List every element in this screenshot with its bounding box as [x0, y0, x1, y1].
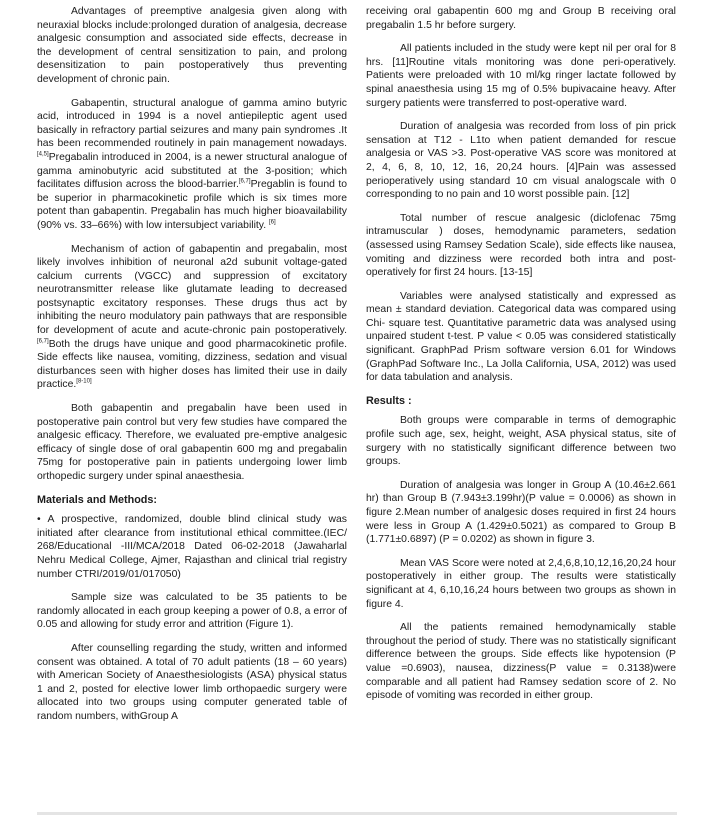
- left-column: [37, 5, 347, 734]
- citation: [6]: [268, 219, 276, 226]
- heading-results: Results :: [366, 394, 412, 407]
- citation: [4,5]: [37, 151, 49, 158]
- paragraph-duration-analgesia: Duration of analgesia was recorded from loss of pin prick sensation at T12 - L1to when patient demanded for rescue analgesia or VAS >3. Post-operative VAS score was monitored at 2, 4, 6, 8, 10, 12, 16, 20,24 hours. [4]Pain was assessed perioperatively using standard 10 cm visual analogscale with 0 corresponding to no pain and 10 worst possible pain. [12]: [366, 121, 676, 201]
- paragraph-statistics: Variables were analysed statistically and expressed as mean ± standard deviation. Categorical data was compared using Chi- square test. Quantitative parametric data was analysed using unpaired student t-test. P value < 0.05 was considered statistically significant. GraphPad Prism software version 6.01 for Windows (GraphPad Software Inc., La Jolla California, USA, 2012) was used for data tabulation and analysis.: [366, 290, 676, 384]
- paragraph-vas-results: Mean VAS Score were noted at 2,4,6,8,10,12,16,20,24 hour postoperatively in either group. The results were statistically significant at 4, 6,10,16,24 hours between two groups as shown in figure 4.: [366, 557, 676, 610]
- paragraph-preemptive-analgesia: Advantages of preemptive analgesia given along with neuraxial blocks include:prolonged duration of analgesia, decrease analgesic consumption and associated side effects, decrease in the development of central sensitization to pain, and prolong desensitization to pain postoperatively thus preventing development of chronic pain.: [37, 6, 347, 85]
- paragraph-rescue-analgesic: Total number of rescue analgesic (diclofenac 75mg intramuscular ) doses, hemodynamic parameters, sedation (assessed using Ramsey Sedation Scale), side effects like nausea, vomiting and dizziness were recorded both intra and post-operatively for first 24 hours. [13-15]: [366, 212, 676, 279]
- paragraph-sample-size: Sample size was calculated to be 35 patients to be randomly allocated in each group keeping a power of 0.8, a error of 0.05 and allowing for study error and attrition (Figure 1).: [37, 592, 347, 631]
- paragraph-gabapentin: Gabapentin, structural analogue of gamma amino butyric acid, introduced in 1994 is a novel antiepileptic agent used basically in refractory partial seizures and many pain syndromes .It has been recommended routinely in pain management nowadays.[4,5]Pregabalin introduced in 2004, is a newer structural analogue of gamma aminobutyric acid substituted at the 3-position; which facilitates diffusion across the blood-barrier.[6,7]Pregablin is found to be superior in pharmacokinetic profile which is six times more potent than gabapentin. Pregabalin has much higher bioavailability (90% vs. 33–66%) with low intersubject variability. [6]: [37, 97, 347, 231]
- right-column: [366, 5, 676, 713]
- citation: [8-10]: [76, 378, 92, 385]
- paragraph-hemodynamics: All the patients remained hemodynamically stable throughout the period of study. There was no statistically significant difference between the groups. Side effects like hypotension (P value =0.6903), nausea, dizziness(P value = 0.3138)were comparable and all patient had Ramsey sedation score of 2. No episode of vomiting was recorded in either group.: [366, 622, 676, 702]
- paragraph-ethics: • A prospective, randomized, double blind clinical study was initiated after clearance from institutional ethical committee.(IEC/ 268/Educational -III/MCA/2018 Dated 06-02-2018 (Jawaharlal Nehru Medical College, Ajmer, Rajasthan and clinical trial registry number CTRI/2019/01/017050): [37, 514, 347, 580]
- paragraph-duration-results: Duration of analgesia was longer in Group A (10.46±2.661 hr) than Group B (7.943±3.199hr)(P value = 0.0006) as shown in figure 2.Mean number of analgesic doses required in first 24 hours were less in Group A (1.429±0.5021) as compared to Group B (1.771±0.6897) (P = 0.0202) as shown in figure 3.: [366, 479, 676, 546]
- footer-divider: [37, 812, 677, 815]
- paragraph-preoperative: All patients included in the study were kept nil per oral for 8 hrs. [11]Routine vitals monitoring was done peri-operatively. Patients were preloaded with 10 ml/kg ringer lactate followed by spinal anaesthesia using 15 mg of 0.5% bupivacaine heavy. After surgery patients were transferred to post-operative ward.: [366, 43, 676, 109]
- paragraph-consent: After counselling regarding the study, written and informed consent was obtained. A total of 70 adult patients (18 – 60 years) with American Society of Anaesthesiologists (ASA) physical status 1 and 2, posted for elective lower limb orthopaedic surgery were allocated into two groups using computer generated table of random numbers, withGroup A: [37, 642, 347, 722]
- citation: [6,7]: [37, 338, 49, 345]
- paragraph-study-aim: Both gabapentin and pregabalin have been used in postoperative pain control but very few studies have compared the analgesic efficacy. Therefore, we evaluated pre-emptive analgesic efficacy of single dose of oral gabapentin 600 mg and pregabalin 75mg for postoperative pain in patients undergoing lower limb orthopedic surgery under spinal anaesthesia.: [37, 403, 347, 482]
- citation: [6,7]: [238, 178, 251, 185]
- paragraph-groups: receiving oral gabapentin 600 mg and Group B receiving oral pregabalin 1.5 hr before surgery.: [366, 6, 676, 31]
- paragraph-mechanism: Mechanism of action of gabapentin and pregabalin, most likely involves inhibition of neuronal a2d subunit voltage-gated calcium currents (VGCC) and suppression of excitatory neurotransmitter release like glutamate leading to decreased postsynaptic excitatory responses. These drugs thus act by inhibiting the neuro modulatory pain pathways that are responsible for development of acute and acute-chronic pain postoperatively.[6,7]Both the drugs have unique and good pharmacokinetic profile. Side effects like nausea, vomiting, dizziness, sedation and visual disturbances seen with higher doses has limited their use in daily practice.[8-10]: [37, 243, 347, 391]
- paragraph-demographics: Both groups were comparable in terms of demographic profile such age, sex, height, weight, ASA physical status, site of surgery with no statistically significant difference between two groups.: [366, 415, 676, 468]
- heading-materials-methods: Materials and Methods:: [37, 493, 157, 506]
